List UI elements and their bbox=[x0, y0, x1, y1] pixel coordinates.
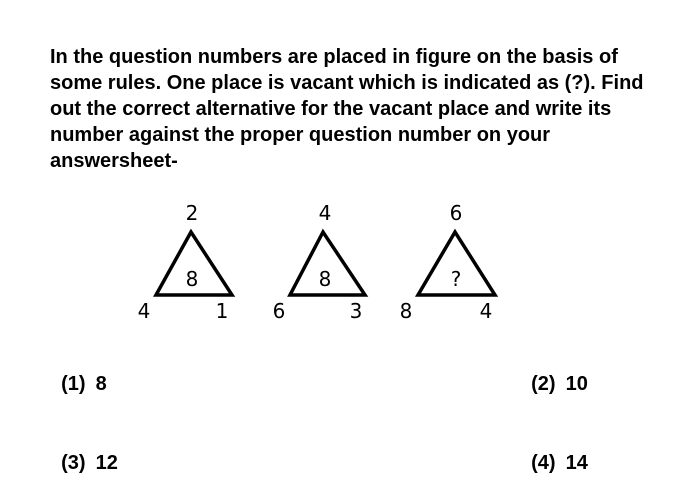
option-1-value: 8 bbox=[95, 373, 107, 395]
figure-3-left: 8 bbox=[399, 299, 413, 323]
option-1[interactable] bbox=[50, 350, 107, 396]
figure-1-left: 4 bbox=[137, 299, 151, 323]
option-4[interactable] bbox=[520, 429, 588, 475]
triangle-figure-3 bbox=[400, 201, 495, 323]
figure-2-center: 8 bbox=[318, 267, 332, 291]
option-4-value: 14 bbox=[565, 452, 588, 474]
option-2-label: (2) bbox=[531, 373, 556, 395]
question-text: In the question numbers are placed in figure on the basis of some rules. One place is vacant which is indicated as (?). Find out the correct alternative for the vacant place and write its number against the proper question number on your answersheet- bbox=[50, 46, 644, 172]
option-2[interactable] bbox=[520, 350, 588, 396]
figure-3-top: 6 bbox=[449, 201, 463, 225]
option-4-label: (4) bbox=[531, 452, 556, 474]
option-3-label: (3) bbox=[61, 452, 86, 474]
figure-1-center: 8 bbox=[185, 267, 199, 291]
triangle-figure-1 bbox=[138, 201, 232, 323]
option-3-value: 12 bbox=[95, 452, 118, 474]
triangle-figure-2 bbox=[273, 201, 365, 323]
figure-2-left: 6 bbox=[272, 299, 286, 323]
option-1-label: (1) bbox=[61, 373, 86, 395]
figure-3-center: ? bbox=[450, 267, 462, 291]
figure-2-top: 4 bbox=[318, 201, 332, 225]
figure-3-right: 4 bbox=[479, 299, 493, 323]
option-2-value: 10 bbox=[565, 373, 588, 395]
figure-1-top: 2 bbox=[185, 201, 199, 225]
figure-2-right: 3 bbox=[349, 299, 363, 323]
figure-1-right: 1 bbox=[215, 299, 229, 323]
option-3[interactable] bbox=[50, 429, 118, 475]
